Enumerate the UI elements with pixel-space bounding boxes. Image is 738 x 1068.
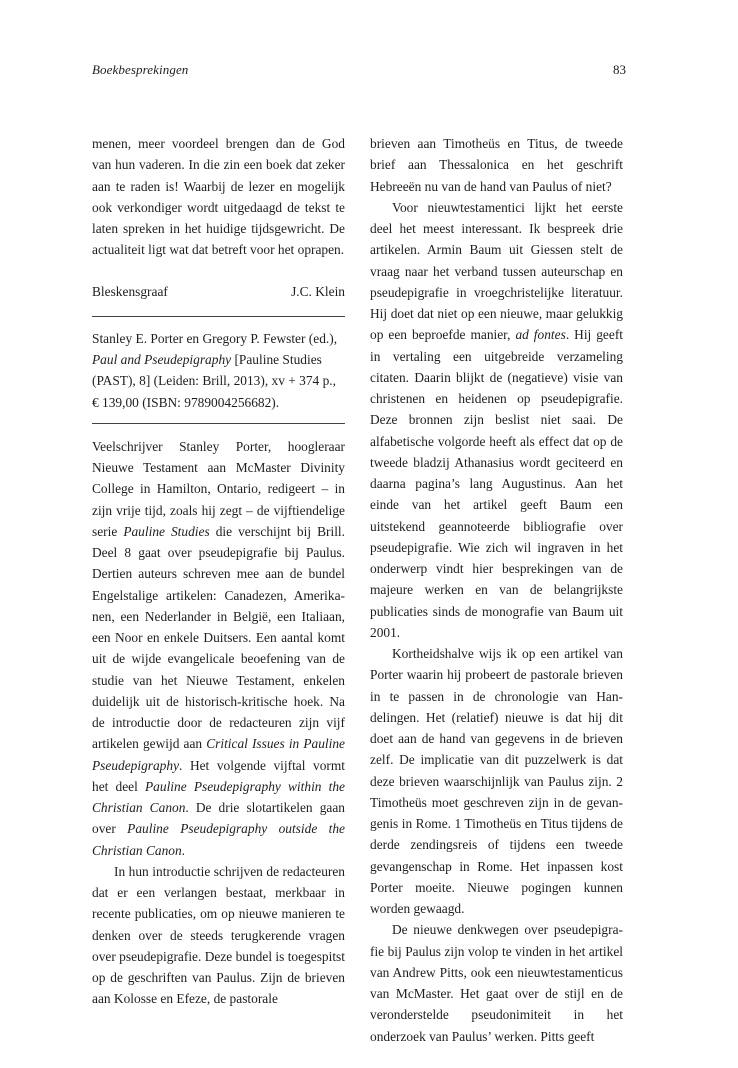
running-title: Boekbesprekingen [92, 62, 189, 77]
review-signature [92, 281, 345, 302]
closing-paragraph: menen, meer voordeel brengen dan de God van hun vaderen. In die zin een boek dat zeker aan te raden is! Waarbij de lezer en mogelijk ook verkondiger wordt uitgedaagd de tekst te laten spreken in het huidige tijdsgewricht. De actualiteit ligt wat dat betreft voor het oprapen. [92, 136, 345, 258]
review-paragraph-1 [92, 436, 345, 861]
text-run: . De drie slotartikelen gaan over [92, 800, 345, 837]
part-title: Pauline Pseudepigraphy within the Christian Canon [92, 778, 346, 815]
part-title: Critical Issues in Pauline Pseudepigraphy [92, 736, 345, 773]
spacer [92, 261, 345, 281]
part-title: Pauline Pseudepigraphy outside the Christian Canon [92, 821, 345, 858]
citation-title: Paul and Pseudepigraphy [92, 352, 232, 367]
left-column [92, 133, 345, 1010]
citation-authors: Stanley E. Porter en Gregory P. Fewster (ed.), [92, 330, 338, 346]
text-run: Veelschrijver Stanley Porter, hoogleraar Nieuwe Testament aan McMaster Divinity College in Hamilton, Ontario, redigeert – in zijn vrije tijd, zoals hij zegt – de vijftiendelige serie [92, 438, 345, 539]
signature-place: Bleskensgraaf [92, 283, 168, 299]
page-number: 83 [613, 62, 626, 77]
text-run: . [181, 842, 186, 858]
review-paragraph-2: In hun introductie schrijven de redacteuren dat er een verlangen bestaat, merkbaar in recente publicaties, om op nieuwe manieren te denken over de steeds terugkerende vragen over pseudepigrafie. Deze bundel is toegespitst op de geschriften van Paulus. Zijn de brieven aan Kolosse en Efeze, de pastorale [92, 863, 345, 1007]
text-run: Voor nieuwtestamentici lijkt het eerste deel het meest interessant. Ik bespreek drie artikelen. Armin Baum uit Giessen stelt de vraag naar het verband tussen auteurschap en pseudepigrafie in vroegchristelijke literatuur. Hij doet dat niet op een nieuwe, maar gelukkig op een beproefde manier, [370, 199, 623, 343]
review-paragraph-3: brieven aan Timotheüs en Titus, de tweede brief aan Thessalonica en het geschrift Hebreeën nu van de hand van Paulus of niet? [370, 136, 623, 194]
divider-top [92, 316, 345, 317]
text-run: . Het volgende vijftal vormt het deel [92, 757, 345, 794]
review-paragraph-4 [370, 197, 623, 643]
review-paragraph-6: De nieuwe denkwegen over pseudepigrafie bij Paulus zijn volop te vinden in het artikel van Andrew Pitts, ook een nieuwtestamenticus van McMaster. Het gaat over de stijl en de veronderstelde pseudonimiteit in het onderzoek van Paulus’ werken. Pitts geeft [370, 922, 623, 1044]
review-paragraph-5: Kortheidshalve wijs ik op een artikel van Porter waarin hij probeert de pastorale brieven in te passen in de chronologie van Handelingen. Het (relatief) nieuwe is dat hij dit doet aan de hand van gegevens in de brieven zelf. De implicatie van dit puzzelwerk is dat deze brieven waarschijnlijk van Paulus zijn. 2 Timotheüs moet geschreven zijn in de gevangenis in Rome. 1 Timotheüs en Titus tijdens de derde zendingsreis of tijdens een tweede gevangenschap in Rome. Het inpassen kost Porter moeite. Nieuwe pogingen kunnen worden gewaagd. [370, 646, 623, 916]
latin-phrase: ad fontes [515, 327, 566, 343]
text-run: . Hij geeft in vertaling een uitgebreide verzameling citaten. Daarin blijkt de (negatieve) visie van christenen en heidenen op pseudepigrafie. Deze bronnen zijn beslist niet saai. De alfabetische volgorde heeft als effect dat op de tweede bladzij Athanasius wordt geciteerd en daarna pagina’s lang Augustinus. Aan het einde van het artikel geeft Baum een uitstekend geannoteerde bibliografie over pseudepigrafie. Wie zich wil ingraven in het onderwerp vindt hier besprekingen van de majeure werken en van de belangrijkste publicaties sinds de monografie van Baum uit 2001. [370, 327, 624, 640]
citation-details: [Pauline Studies (PAST), 8] (Leiden: Brill, 2013), xv + 374 p., € 139,00 (ISBN: 9789004256682). [92, 352, 336, 410]
text-run: die verschijnt bij Brill. Deel 8 gaat over pseudepigrafie bij Paulus. Dertien auteurs schreven mee aan de bundel Engelstalige artikelen: Canadezen, Amerikanen, een Nederlander in België, een Italiaan, een Noor en enkele Duitsers. Een aantal komt uit de wijde evangelicale beoefening van de studie van het Nieuwe Testament, enkelen duidelijk uit de historisch-kritische hoek. Na de introductie door de redacteuren zijn vijf artikelen gewijd aan [92, 523, 345, 752]
right-column [370, 133, 623, 1047]
divider-bottom [92, 423, 345, 424]
signature-name: J.C. Klein [291, 283, 345, 299]
series-title: Pauline Studies [123, 523, 210, 539]
book-citation [92, 328, 345, 413]
